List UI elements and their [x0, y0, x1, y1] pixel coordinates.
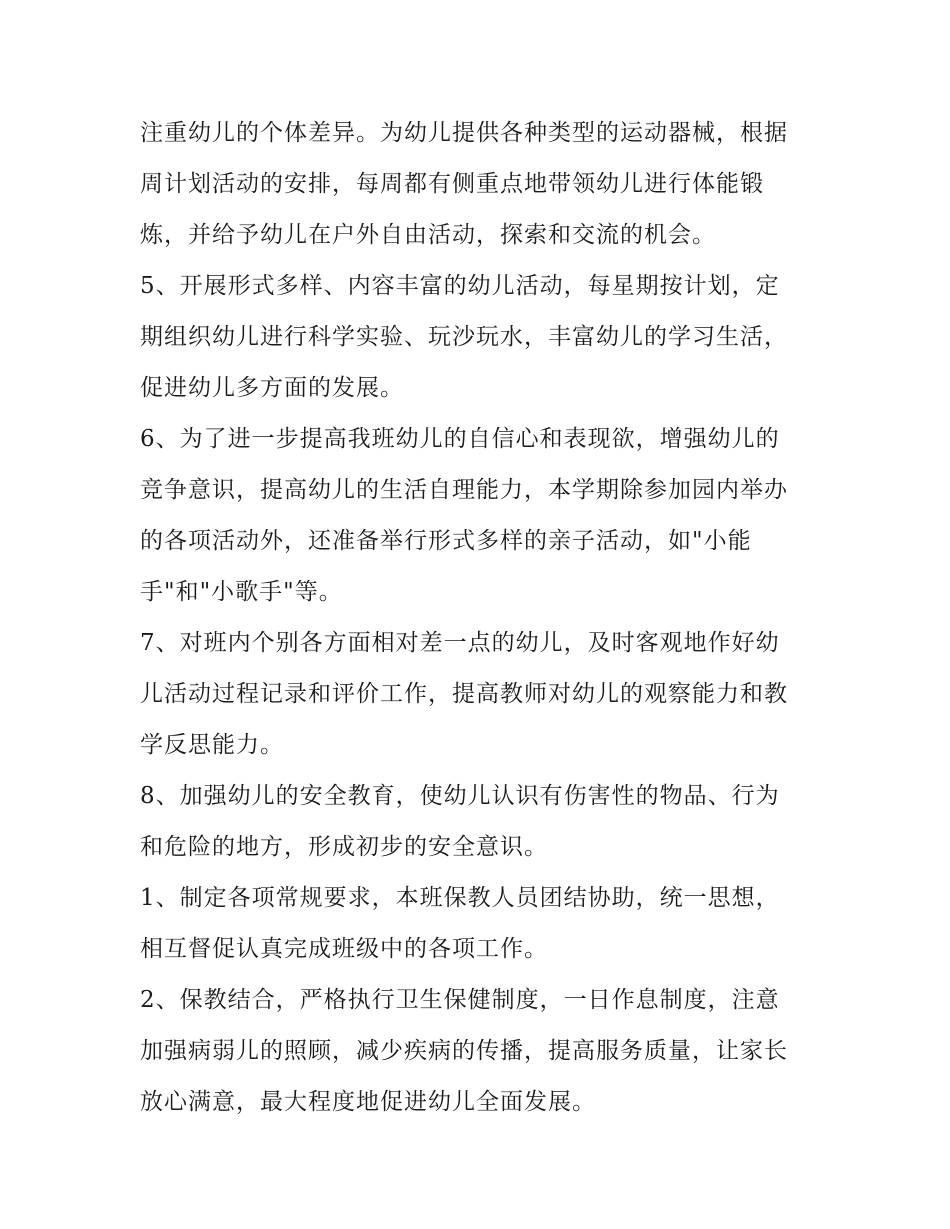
text-line: 放心满意，最大程度地促进幼儿全面发展。	[140, 1089, 596, 1115]
text-line: 学反思能力。	[140, 732, 284, 758]
text-line: 期组织幼儿进行科学实验、玩沙玩水，丰富幼儿的学习生活，	[140, 324, 788, 350]
text-line: 周计划活动的安排，每周都有侧重点地带领幼儿进行体能锻	[140, 171, 764, 197]
text-line: 6、为了进一步提高我班幼儿的自信心和表现欲，增强幼儿的	[140, 426, 780, 452]
text-line: 和危险的地方，形成初步的安全意识。	[140, 834, 548, 860]
text-line: 手"和"小歌手"等。	[140, 579, 343, 605]
text-line: 5、开展形式多样、内容丰富的幼儿活动，每星期按计划，定	[140, 273, 780, 299]
text-line: 炼，并给予幼儿在户外自由活动，探索和交流的机会。	[140, 222, 716, 248]
text-line: 促进幼儿多方面的发展。	[140, 375, 404, 401]
text-line: 7、对班内个别各方面相对差一点的幼儿，及时客观地作好幼	[140, 630, 780, 656]
text-line: 2、保教结合，严格执行卫生保健制度，一日作息制度，注意	[140, 987, 780, 1013]
text-line: 儿活动过程记录和评价工作，提高教师对幼儿的观察能力和教	[140, 681, 788, 707]
text-line: 相互督促认真完成班级中的各项工作。	[140, 936, 548, 962]
text-line: 竞争意识，提高幼儿的生活自理能力，本学期除参加园内举办	[140, 477, 788, 503]
text-line: 8、加强幼儿的安全教育，使幼儿认识有伤害性的物品、行为	[140, 783, 780, 809]
text-line: 1、制定各项常规要求，本班保教人员团结协助，统一思想，	[140, 885, 780, 911]
text-line: 加强病弱儿的照顾，减少疾病的传播，提高服务质量，让家长	[140, 1038, 788, 1064]
text-line: 的各项活动外，还准备举行形式多样的亲子活动，如"小能	[140, 528, 752, 554]
document-body	[140, 108, 820, 1128]
text-line: 注重幼儿的个体差异。为幼儿提供各种类型的运动器械，根据	[140, 120, 788, 146]
